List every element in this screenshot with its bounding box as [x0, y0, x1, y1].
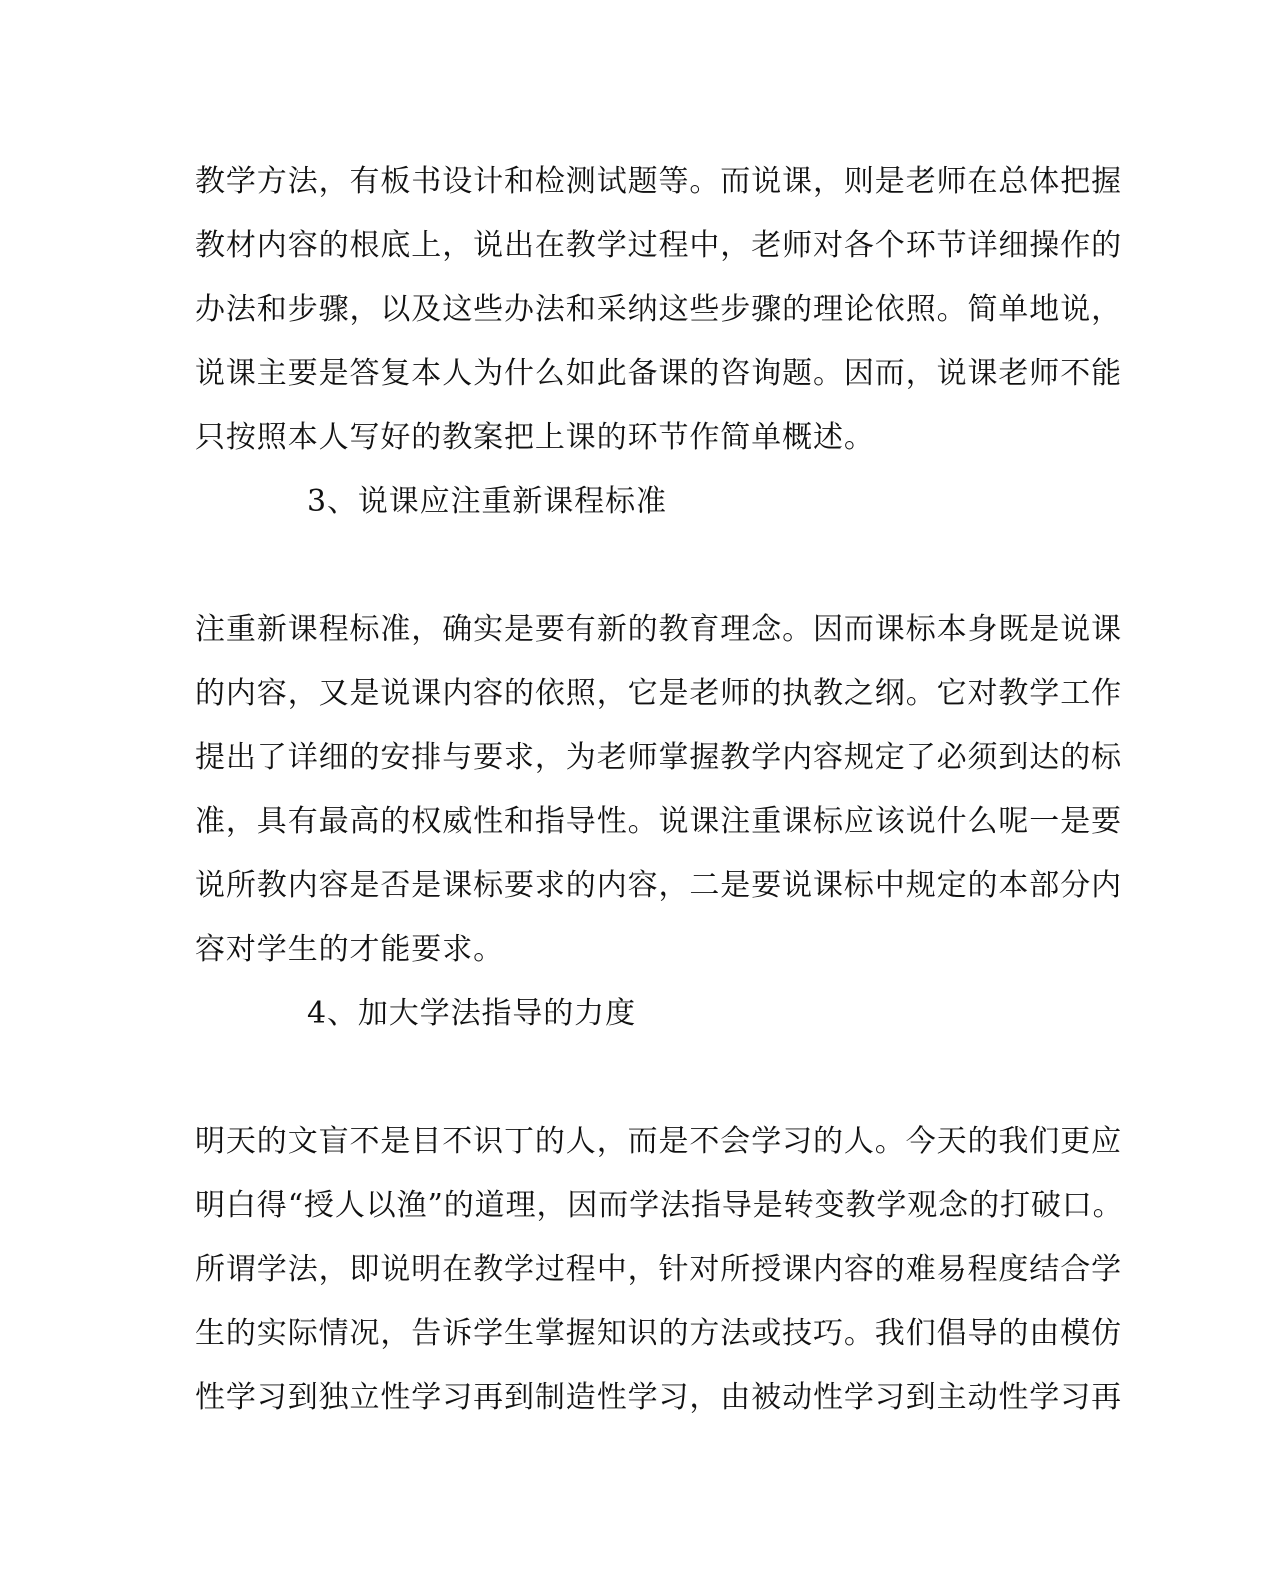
paragraph-line: 的内容，又是说课内容的依照，它是老师的执教之纲。它对教学工作 [195, 676, 1122, 711]
paragraph-line: 提出了详细的安排与要求，为老师掌握教学内容规定了必须到达的标 [195, 740, 1122, 775]
paragraph-line: 说所教内容是否是课标要求的内容，二是要说课标中规定的本部分内 [195, 868, 1122, 903]
paragraph-line: 明白得“授人以渔”的道理，因而学法指导是转变教学观念的打破口。 [195, 1188, 1124, 1223]
paragraph-line: 教材内容的根底上，说出在教学过程中，老师对各个环节详细操作的 [195, 228, 1122, 263]
paragraph-line: 说课主要是答复本人为什么如此备课的咨询题。因而，说课老师不能 [195, 356, 1122, 391]
paragraph-line: 生的实际情况，告诉学生掌握知识的方法或技巧。我们倡导的由模仿 [195, 1316, 1122, 1351]
paragraph-line: 性学习到独立性学习再到制造性学习，由被动性学习到主动性学习再 [195, 1380, 1122, 1415]
section-heading-3: 3、说课应注重新课程标准 [307, 484, 667, 519]
paragraph-line: 教学方法，有板书设计和检测试题等。而说课，则是老师在总体把握 [195, 164, 1122, 199]
paragraph-line: 所谓学法，即说明在教学过程中，针对所授课内容的难易程度结合学 [195, 1252, 1122, 1287]
paragraph-line: 只按照本人写好的教案把上课的环节作简单概述。 [195, 420, 875, 455]
paragraph-line: 准，具有最高的权威性和指导性。说课注重课标应该说什么呢一是要 [195, 804, 1122, 839]
paragraph-line: 办法和步骤，以及这些办法和采纳这些步骤的理论依照。简单地说， [195, 292, 1122, 327]
paragraph-line: 容对学生的才能要求。 [195, 932, 504, 967]
section-heading-4: 4、加大学法指导的力度 [307, 996, 636, 1031]
paragraph-line: 明天的文盲不是目不识丁的人，而是不会学习的人。今天的我们更应 [195, 1124, 1122, 1159]
paragraph-line: 注重新课程标准，确实是要有新的教育理念。因而课标本身既是说课 [195, 612, 1122, 647]
